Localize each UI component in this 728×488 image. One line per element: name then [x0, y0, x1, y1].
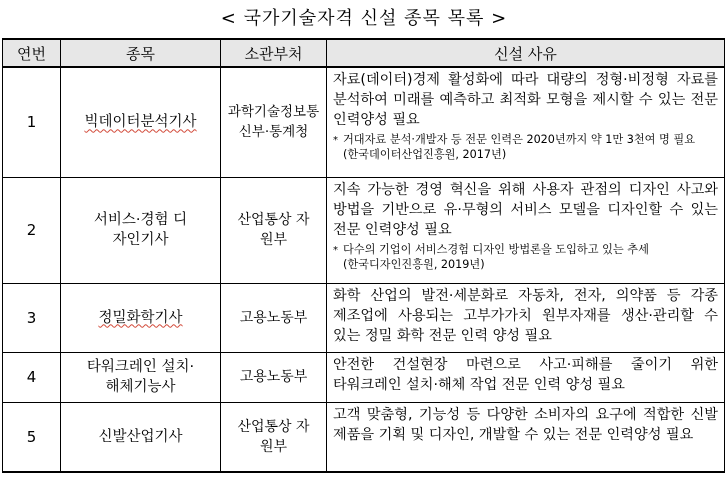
table-header-row: [3, 39, 725, 67]
header-name: 종목: [61, 39, 221, 67]
table-row: [3, 177, 725, 283]
reason-text: 안전한 건설현장 마련으로 사고·피해를 줄이기 위한 타워크레인 설치·해체 작업 전문 인력 양성 필요: [333, 356, 718, 393]
row-dept: 산업통상 자원부: [221, 402, 327, 472]
row-name: 타워크레인 설치·해체기능사: [61, 352, 221, 402]
row-name: 서비스·경험 디자인기사: [61, 177, 221, 283]
reason-note: * 거대자료 분석·개발자 등 전문 인력은 2020년까지 약 1만 3천여 명 필요(한국데이터산업진흥원, 2017년): [333, 133, 696, 161]
table-row: [3, 402, 725, 472]
reason-text: 지속 가능한 경영 혁신을 위해 사용자 관점의 디자인 사고와 방법을 기반으로 유·무형의 서비스 모델을 디자인할 수 있는 전문 인력양성 필요: [333, 181, 718, 238]
row-reason: [327, 402, 725, 472]
header-no: 연번: [3, 39, 61, 67]
table-row: [3, 352, 725, 402]
row-no: 3: [3, 283, 61, 352]
new-qualifications-table: [2, 38, 725, 473]
reason-text: 화학 산업의 발전·세분화로 자동차, 전자, 의약품 등 각종 제조업에 사용되는 고부가가치 원부자재를 생산·관리할 수 있는 정밀 화학 전문 인력 양성 필요: [333, 287, 718, 344]
reason-text: 고객 맞춤형, 기능성 등 다양한 소비자의 요구에 적합한 신발 제품을 기획 및 디자인, 개발할 수 있는 전문 인력양성 필요: [333, 406, 718, 443]
note-asterisk-icon: *: [333, 135, 338, 146]
row-reason: [327, 352, 725, 402]
row-dept: 산업통상 자원부: [221, 177, 327, 283]
row-dept: 고용노동부: [221, 352, 327, 402]
reason-text: 자료(데이터)경제 활성화에 따라 대량의 정형·비정형 자료를 분석하여 미래를 예측하고 최적화 모형을 제시할 수 있는 전문 인력양성 필요: [333, 72, 718, 128]
header-reason: 신설 사유: [327, 39, 725, 67]
row-dept: 과학기술정보통신부·통계청: [221, 67, 327, 177]
row-no: 1: [3, 67, 61, 177]
row-name: 신발산업기사: [61, 402, 221, 472]
reason-note: * 다수의 기업이 서비스경험 디자인 방법론을 도입하고 있는 추세(한국디자인진흥원, 2019년): [333, 242, 649, 271]
row-reason: [327, 67, 725, 177]
row-no: 4: [3, 352, 61, 402]
row-no: 5: [3, 402, 61, 472]
page-title: < 국가기술자격 신설 종목 목록 >: [220, 8, 508, 29]
table-row: [3, 67, 725, 177]
note-asterisk-icon: *: [333, 244, 338, 256]
row-reason: [327, 177, 725, 283]
row-name: 정밀화학기사: [61, 283, 221, 352]
row-no: 2: [3, 177, 61, 283]
row-reason: [327, 283, 725, 352]
table-row: [3, 283, 725, 352]
header-dept: 소관부처: [221, 39, 327, 67]
row-name: 빅데이터분석기사: [61, 67, 221, 177]
row-dept: 고용노동부: [221, 283, 327, 352]
